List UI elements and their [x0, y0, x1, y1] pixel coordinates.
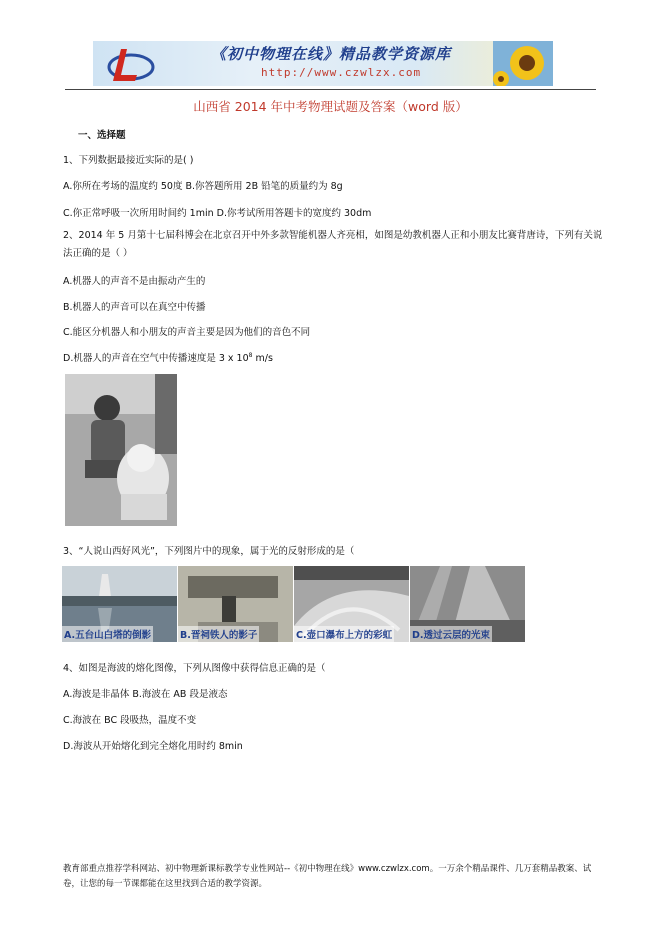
q1-options-cd: C.你正常呼吸一次所用时间约 1min D.你考试所用答题卡的宽度约 30dm	[63, 208, 372, 219]
banner-url[interactable]: http://www.czwlzx.com	[261, 66, 422, 79]
q3-photo-b	[178, 566, 293, 642]
page-footer: 教育部重点推荐学科网站、初中物理新课标教学专业性网站--《初中物理在线》www.czwlzx.com。一万余个精品课件、几万套精品教案、试卷，让您的每一节课都能在这里找到合适的教学资源。	[63, 864, 592, 889]
q3-photo-a	[62, 566, 177, 642]
q2-option-d	[63, 350, 273, 364]
section-heading: 一、选择题	[78, 130, 126, 141]
q3-photo-d	[410, 566, 525, 642]
q2-option-b: B.机器人的声音可以在真空中传播	[63, 302, 206, 313]
q3-caption-b: B.晋祠铁人的影子	[178, 626, 259, 642]
q2-stem: 2、2014 年 5 月第十七届科博会在北京召开中外多款智能机器人齐亮相，如图是幼教机器人正和小朋友比赛背唐诗，下列有关说法正确的是（ ）	[63, 230, 603, 259]
q3-caption-d: D.透过云层的光束	[410, 626, 492, 642]
document-title: 山西省 2014 年中考物理试题及答案（word 版）	[193, 99, 468, 114]
q4-options-ab: A.海波是非晶体 B.海波在 AB 段是液态	[63, 689, 228, 700]
q3-photo-c	[294, 566, 409, 642]
header-banner	[93, 41, 553, 86]
q2-option-d-text: D.机器人的声音在空气中传播速度是 3 x 10	[63, 353, 249, 364]
q3-caption-c: C.壶口瀑布上方的彩虹	[294, 626, 394, 642]
sunflower-icon	[493, 41, 553, 86]
q3-stem: 3、“人说山西好风光”，下列图片中的现象，属于光的反射形成的是（	[63, 546, 355, 557]
q1-stem: 1、下列数据最接近实际的是( )	[63, 155, 194, 166]
q2-option-c: C.能区分机器人和小朋友的声音主要是因为他们的音色不同	[63, 327, 311, 338]
q3-caption-a: A.五台山白塔的倒影	[62, 626, 153, 642]
site-logo-icon	[101, 45, 155, 83]
q4-stem: 4、如图是海波的熔化图像，下列从图像中获得信息正确的是（	[63, 663, 326, 674]
header-rule	[65, 89, 596, 90]
q2-option-d-exponent: 8	[248, 351, 253, 359]
q2-option-d-unit: m/s	[252, 353, 273, 364]
q2-option-a: A.机器人的声音不是由振动产生的	[63, 276, 206, 287]
q4-option-c: C.海波在 BC 段吸热，温度不变	[63, 715, 197, 726]
q1-options-ab: A.你所在考场的温度约 50度 B.你答题所用 2B 铅笔的质量约为 8g	[63, 181, 343, 192]
q4-option-d: D.海波从开始熔化到完全熔化用时约 8min	[63, 741, 243, 752]
robot-child-photo-art	[65, 374, 177, 526]
robot-child-photo	[65, 374, 177, 526]
banner-title: 《初中物理在线》精品教学资源库	[211, 45, 452, 63]
